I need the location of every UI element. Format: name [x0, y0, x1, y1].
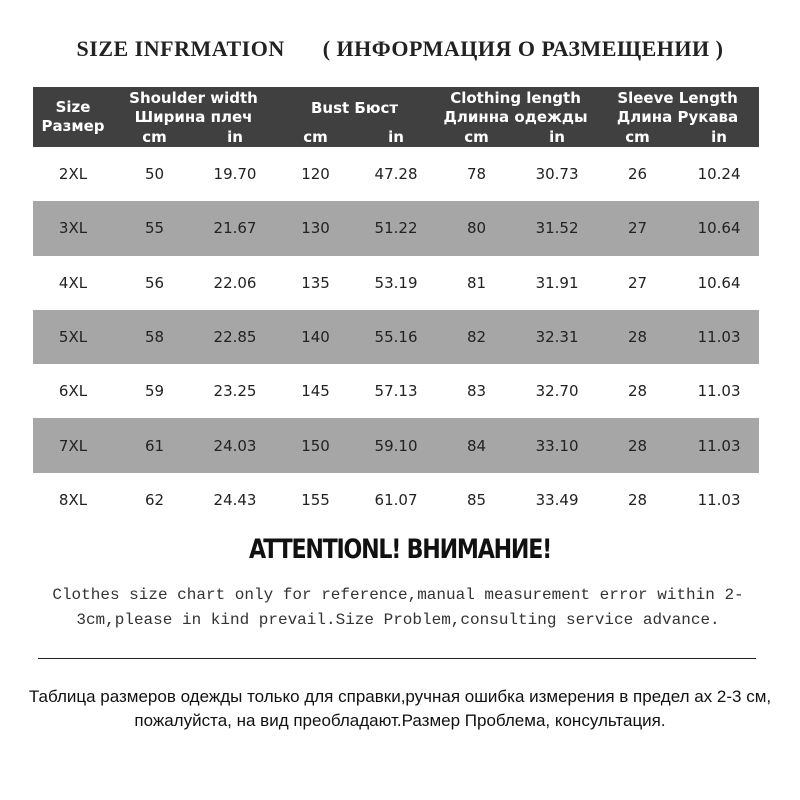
measurement-cell: 11.03 — [679, 310, 759, 364]
size-cell: 3XL — [33, 201, 113, 255]
measurement-cell: 28 — [596, 473, 679, 527]
measurement-cell: 28 — [596, 418, 679, 472]
title-ru: ( ИНФОРМАЦИЯ О РАЗМЕЩЕНИИ ) — [322, 36, 724, 61]
header-size: Size Размер — [33, 87, 113, 147]
measurement-cell: 83 — [435, 364, 518, 418]
unit-label: cm — [113, 128, 196, 147]
header-clothing-length: Clothing length Длинна одежды — [435, 87, 596, 128]
measurement-cell: 47.28 — [357, 147, 435, 201]
note-russian: Таблица размеров одежды только для справки,ручная ошибка измерения в предел ах 2-3 см, пожалуйста, на вид преобладают.Размер Проблема, консультация. — [28, 687, 772, 730]
measurement-cell: 62 — [113, 473, 196, 527]
header-sleeve-length: Sleeve Length Длина Рукава — [596, 87, 759, 128]
title-en: SIZE INFRMATION — [76, 36, 285, 61]
size-cell: 6XL — [33, 364, 113, 418]
measurement-cell: 135 — [274, 256, 357, 310]
measurement-cell: 82 — [435, 310, 518, 364]
measurement-cell: 21.67 — [196, 201, 274, 255]
page-title — [0, 36, 800, 66]
measurement-cell: 19.70 — [196, 147, 274, 201]
unit-label: in — [679, 128, 759, 147]
measurement-cell: 31.52 — [518, 201, 596, 255]
measurement-cell: 27 — [596, 256, 679, 310]
measurement-cell: 24.03 — [196, 418, 274, 472]
measurement-cell: 50 — [113, 147, 196, 201]
header-row-labels — [33, 87, 759, 128]
measurement-cell: 150 — [274, 418, 357, 472]
measurement-cell: 24.43 — [196, 473, 274, 527]
unit-label: in — [518, 128, 596, 147]
measurement-cell: 33.49 — [518, 473, 596, 527]
measurement-cell: 81 — [435, 256, 518, 310]
unit-label: cm — [435, 128, 518, 147]
measurement-cell: 55.16 — [357, 310, 435, 364]
measurement-cell: 10.64 — [679, 256, 759, 310]
measurement-cell: 30.73 — [518, 147, 596, 201]
unit-label: cm — [274, 128, 357, 147]
measurement-cell: 56 — [113, 256, 196, 310]
table-row — [33, 473, 759, 527]
measurement-cell: 26 — [596, 147, 679, 201]
measurement-cell: 11.03 — [679, 418, 759, 472]
measurement-cell: 28 — [596, 364, 679, 418]
measurement-cell: 57.13 — [357, 364, 435, 418]
size-cell: 5XL — [33, 310, 113, 364]
measurement-cell: 51.22 — [357, 201, 435, 255]
measurement-cell: 31.91 — [518, 256, 596, 310]
measurement-cell: 140 — [274, 310, 357, 364]
unit-label: in — [357, 128, 435, 147]
measurement-cell: 28 — [596, 310, 679, 364]
table-row — [33, 256, 759, 310]
unit-label: in — [196, 128, 274, 147]
measurement-cell: 155 — [274, 473, 357, 527]
measurement-cell: 145 — [274, 364, 357, 418]
measurement-cell: 80 — [435, 201, 518, 255]
attention-heading: ATTENTIONL! ВНИМАНИЕ! — [249, 534, 551, 565]
size-table — [33, 87, 759, 527]
size-cell: 8XL — [33, 473, 113, 527]
table-row — [33, 418, 759, 472]
measurement-cell: 32.70 — [518, 364, 596, 418]
measurement-cell: 10.64 — [679, 201, 759, 255]
unit-label: cm — [596, 128, 679, 147]
measurement-cell: 23.25 — [196, 364, 274, 418]
measurement-cell: 22.85 — [196, 310, 274, 364]
divider-line — [38, 658, 756, 659]
header-shoulder: Shoulder width Ширина плеч — [113, 87, 274, 128]
measurement-cell: 130 — [274, 201, 357, 255]
measurement-cell: 27 — [596, 201, 679, 255]
measurement-cell: 58 — [113, 310, 196, 364]
size-cell: 2XL — [33, 147, 113, 201]
measurement-cell: 11.03 — [679, 473, 759, 527]
measurement-cell: 78 — [435, 147, 518, 201]
measurement-cell: 55 — [113, 201, 196, 255]
measurement-cell: 59.10 — [357, 418, 435, 472]
measurement-cell: 33.10 — [518, 418, 596, 472]
table-row — [33, 310, 759, 364]
measurement-cell: 61 — [113, 418, 196, 472]
measurement-cell: 120 — [274, 147, 357, 201]
measurement-cell: 10.24 — [679, 147, 759, 201]
table-row — [33, 364, 759, 418]
measurement-cell: 22.06 — [196, 256, 274, 310]
measurement-cell: 11.03 — [679, 364, 759, 418]
measurement-cell: 84 — [435, 418, 518, 472]
measurement-cell: 59 — [113, 364, 196, 418]
measurement-cell: 85 — [435, 473, 518, 527]
measurement-cell: 32.31 — [518, 310, 596, 364]
table-row — [33, 147, 759, 201]
measurement-cell: 53.19 — [357, 256, 435, 310]
note-english: Clothes size chart only for reference,manual measurement error within 2-3cm,please in kind prevail.Size Problem,consulting service advance. — [52, 586, 744, 629]
size-cell: 7XL — [33, 418, 113, 472]
size-cell: 4XL — [33, 256, 113, 310]
header-row-units — [33, 128, 759, 147]
measurement-cell: 61.07 — [357, 473, 435, 527]
table-row — [33, 201, 759, 255]
header-bust: Bust Бюст — [274, 87, 435, 128]
